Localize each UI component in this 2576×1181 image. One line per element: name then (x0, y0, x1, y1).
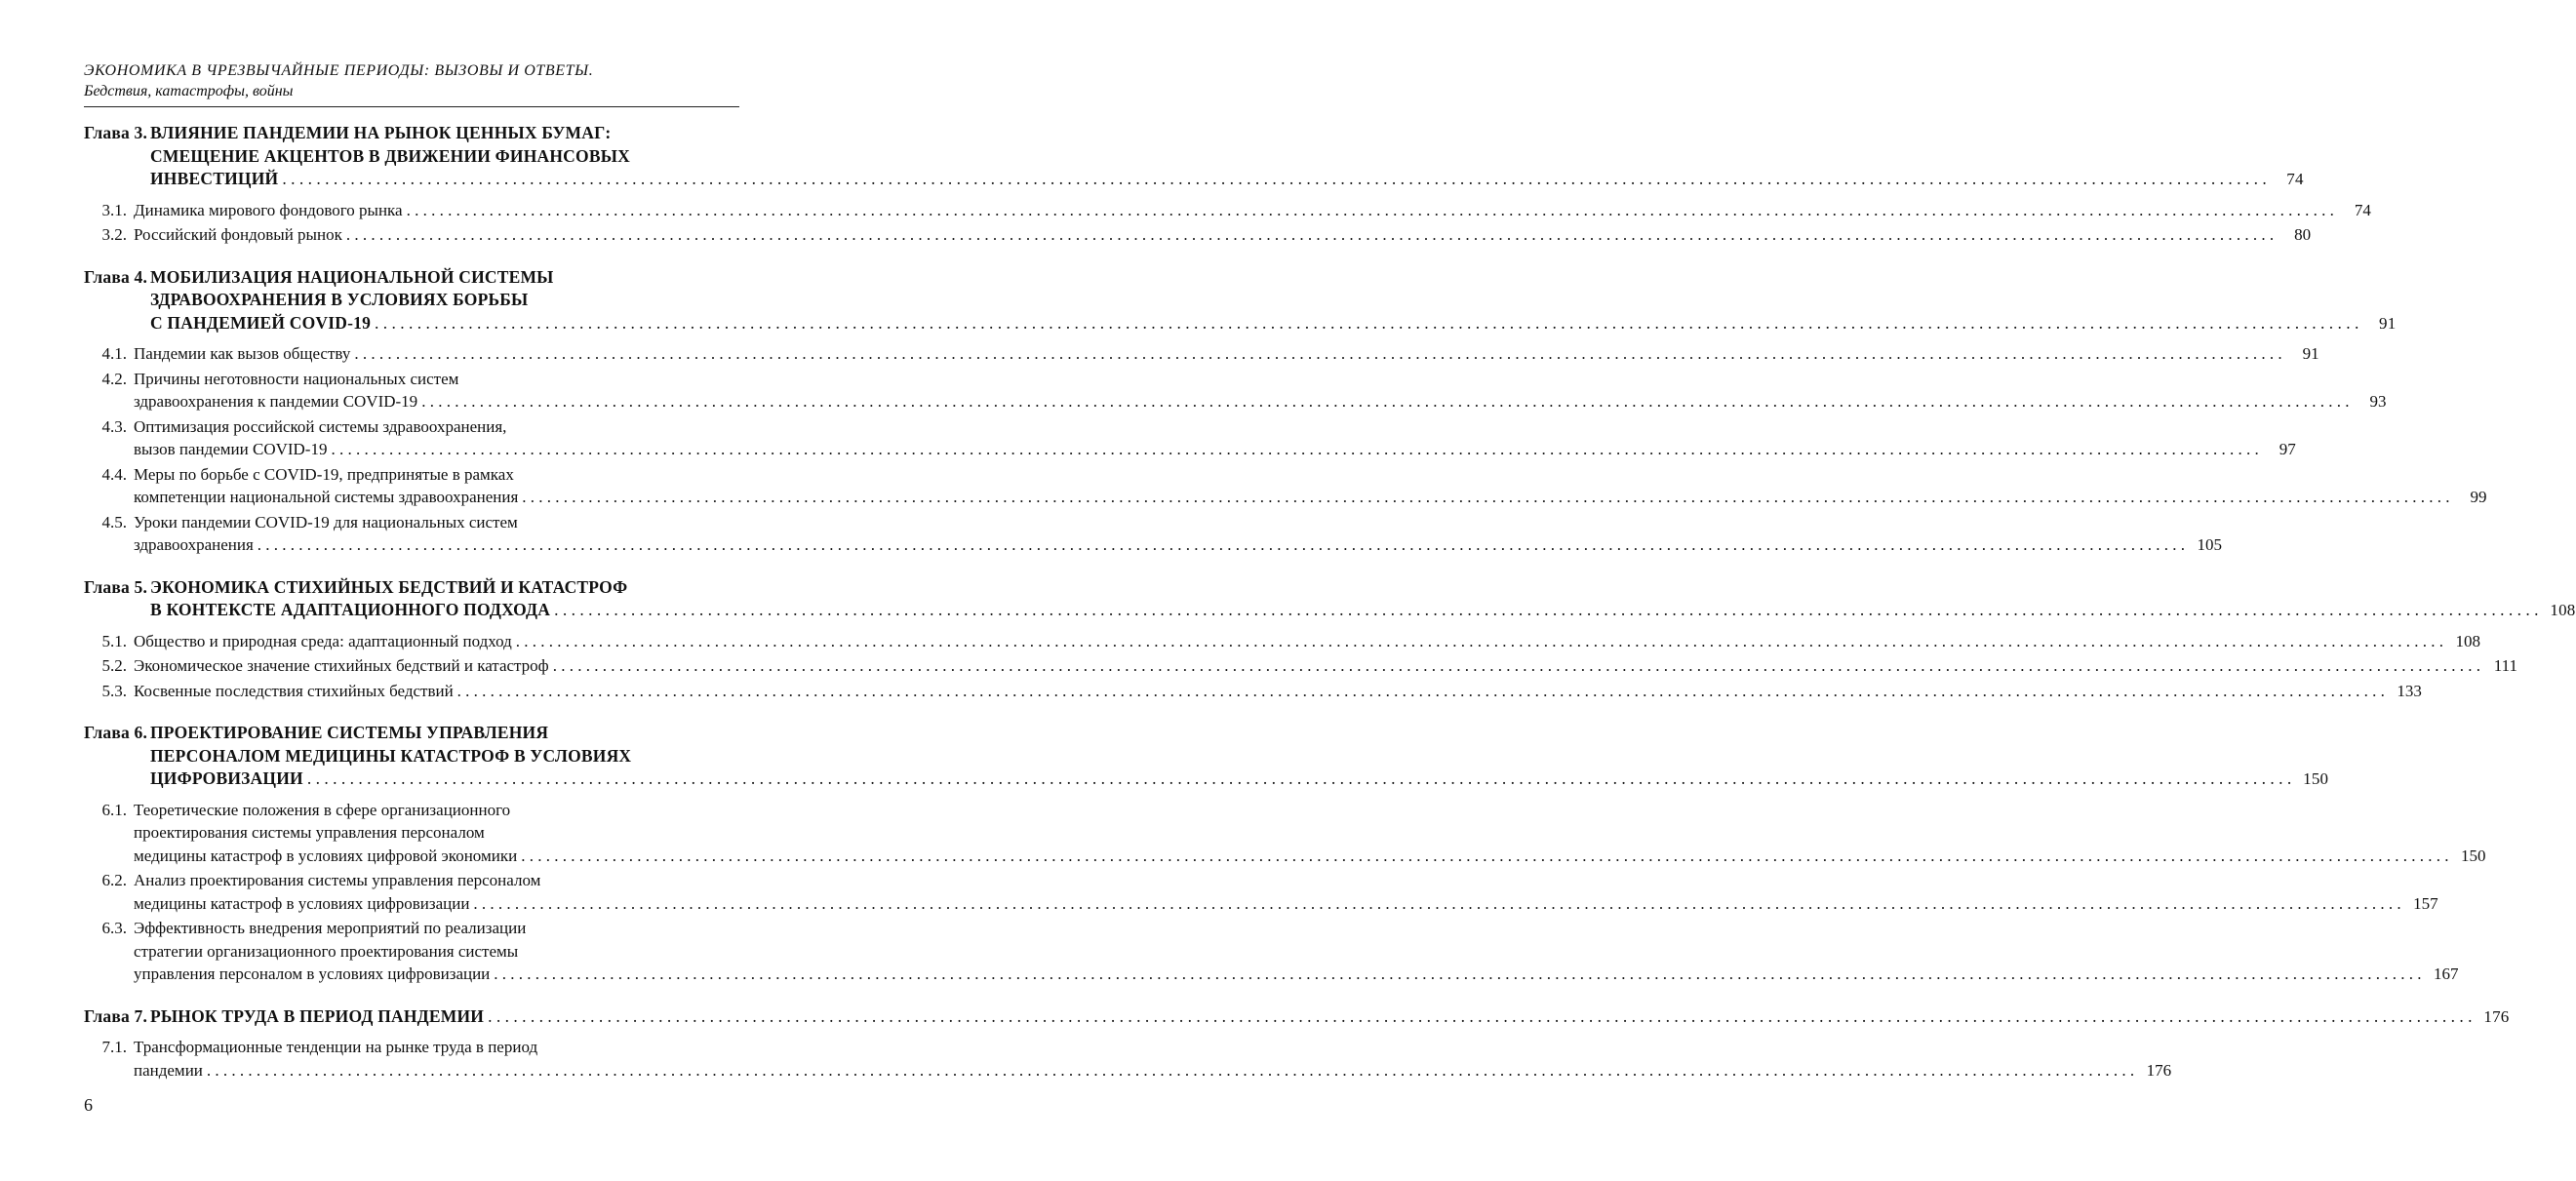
chapter-number: Глава 7. (84, 1005, 148, 1026)
section-number: 4.4. (101, 464, 127, 484)
chapter-title-line: ЦИФРОВИЗАЦИИ (150, 768, 303, 788)
chapter-title-line: ЗДРАВООХРАНЕНИЯ В УСЛОВИЯХ БОРЬБЫ (150, 290, 529, 309)
toc-chapter (84, 266, 2487, 557)
chapter-title-line: С ПАНДЕМИЕЙ COVID-19 (150, 312, 372, 333)
toc-chapter (84, 722, 2486, 986)
dot-leader (457, 680, 2385, 703)
chapter-title-line: РЫНОК ТРУДА В ПЕРИОД ПАНДЕМИИ (150, 1005, 485, 1026)
section-title-line: медицины катастроф в условиях цифровой экономики (134, 846, 518, 865)
toc-section (84, 1036, 2172, 1082)
chapter-number: Глава 3. (84, 123, 148, 142)
section-number: 6.3. (101, 919, 127, 937)
dot-leader (554, 599, 2538, 622)
section-number: 3.1. (101, 200, 127, 219)
section-title-line: управления персоналом в условиях цифровизации (134, 964, 491, 983)
toc-section (84, 630, 2481, 653)
dot-leader (516, 630, 2443, 653)
section-title-line: Экономическое значение стихийных бедствий и катастроф (134, 656, 549, 675)
dot-leader (346, 223, 2274, 247)
section-page-number: 91 (2302, 344, 2319, 363)
section-title-line: Пандемии как вызов обществу (134, 344, 351, 363)
section-page-number: 133 (2397, 681, 2422, 700)
section-number: 4.2. (101, 369, 127, 388)
section-page-number: 99 (2470, 488, 2487, 506)
chapter-heading (84, 122, 2304, 191)
section-page-number: 176 (2146, 1060, 2172, 1080)
section-title-line: проектирования системы управления персоналом (134, 823, 485, 842)
section-title-line: медицины катастроф в условиях цифровизации (134, 893, 470, 913)
chapter-page-number: 91 (2379, 313, 2397, 333)
section-number: 6.2. (101, 871, 127, 889)
section-title-line: компетенции национальной системы здравоохранения (134, 488, 519, 506)
section-page-number: 97 (2279, 440, 2296, 458)
toc-chapter (84, 576, 2576, 703)
chapter-heading (84, 722, 2329, 791)
chapter-title-line: ПЕРСОНАЛОМ МЕДИЦИНЫ КАТАСТРОФ В УСЛОВИЯХ (150, 745, 632, 766)
chapter-title-line: В КОНТЕКСТЕ АДАПТАЦИОННОГО ПОДХОДА (150, 600, 551, 619)
section-title-line: Динамика мирового фондового рынка (134, 200, 403, 219)
dot-leader (354, 342, 2281, 366)
toc-section (84, 223, 2312, 247)
header-subtitle: Бедствия, катастрофы, войны (84, 83, 294, 99)
chapter-page-number: 176 (2483, 1006, 2510, 1026)
toc-section (84, 463, 2487, 509)
toc-section (84, 680, 2422, 703)
header-rule (84, 106, 739, 107)
dot-leader (494, 963, 2421, 986)
chapter-title-line: ВЛИЯНИЕ ПАНДЕМИИ НА РЫНОК ЦЕННЫХ БУМАГ: (150, 123, 612, 142)
section-page-number: 157 (2413, 893, 2438, 913)
section-page-number: 167 (2434, 964, 2459, 983)
chapter-title-line: ИНВЕСТИЦИЙ (150, 169, 279, 188)
section-number: 6.1. (101, 800, 127, 819)
chapter-page-number: 74 (2286, 170, 2304, 188)
section-title-line: Уроки пандемии COVID-19 для национальных систем (134, 512, 518, 531)
dot-leader (282, 168, 2266, 191)
dot-leader (331, 438, 2258, 461)
dot-leader (207, 1059, 2134, 1083)
dot-leader (375, 312, 2358, 335)
section-title-line: пандемии (134, 1060, 203, 1080)
toc-section (84, 342, 2319, 366)
chapter-number: Глава 5. (84, 576, 148, 597)
section-number: 5.2. (101, 656, 127, 675)
dot-leader (521, 845, 2448, 868)
toc-section (84, 654, 2517, 678)
dot-leader (522, 486, 2449, 509)
section-title-line: Анализ проектирования системы управления персоналом (134, 871, 541, 889)
chapter-heading (84, 576, 2576, 622)
section-title-line: Эффективность внедрения мероприятий по реализации (134, 919, 527, 937)
toc-section (84, 415, 2296, 461)
section-title-line: стратегии организационного проектирования системы (134, 941, 519, 961)
section-number: 7.1. (101, 1038, 127, 1056)
toc-section (84, 368, 2387, 413)
table-of-contents (84, 122, 2576, 1101)
section-title-line: Косвенные последствия стихийных бедствий (134, 681, 454, 700)
section-number: 3.2. (101, 225, 127, 244)
dot-leader (258, 533, 2185, 557)
dot-leader (553, 654, 2480, 678)
toc-section (84, 799, 2486, 868)
page-number: 6 (84, 1095, 93, 1115)
section-number: 5.1. (101, 631, 127, 650)
chapter-title-line: МОБИЛИЗАЦИЯ НАЦИОНАЛЬНОЙ СИСТЕМЫ (150, 266, 554, 287)
section-title-line: здравоохранения к пандемии COVID-19 (134, 392, 418, 411)
dot-leader (307, 768, 2291, 791)
chapter-number: Глава 4. (84, 266, 148, 287)
section-number: 4.5. (101, 512, 127, 531)
chapter-title-line: СМЕЩЕНИЕ АКЦЕНТОВ В ДВИЖЕНИИ ФИНАНСОВЫХ (150, 145, 630, 166)
toc-section (84, 511, 2223, 557)
section-title-line: Оптимизация российской системы здравоохранения, (134, 416, 507, 436)
section-page-number: 111 (2493, 656, 2517, 675)
running-header (84, 60, 739, 101)
section-number: 4.3. (101, 416, 127, 436)
toc-section (84, 869, 2438, 915)
section-page-number: 93 (2369, 392, 2387, 411)
chapter-title-line: ЭКОНОМИКА СТИХИЙНЫХ БЕДСТВИЙ И КАТАСТРОФ (150, 576, 628, 597)
dot-leader (421, 390, 2349, 413)
chapter-heading (84, 266, 2397, 335)
section-page-number: 108 (2455, 631, 2481, 650)
section-title-line: вызов пандемии COVID-19 (134, 440, 328, 458)
section-page-number: 74 (2354, 200, 2371, 219)
section-page-number: 105 (2197, 535, 2223, 554)
chapter-title-line: ПРОЕКТИРОВАНИЕ СИСТЕМЫ УПРАВЛЕНИЯ (150, 723, 549, 742)
chapter-number: Глава 6. (84, 723, 148, 742)
dot-leader (473, 892, 2400, 916)
section-title-line: Российский фондовый рынок (134, 225, 342, 244)
toc-chapter (84, 1005, 2510, 1083)
toc-section (84, 917, 2459, 986)
section-title-line: Меры по борьбе с COVID-19, предпринятые в рамках (134, 464, 514, 484)
section-title-line: Причины неготовности национальных систем (134, 369, 459, 388)
dot-leader (488, 1005, 2472, 1029)
section-title-line: Общество и природная среда: адаптационный подход (134, 631, 512, 650)
chapter-page-number: 108 (2550, 601, 2576, 619)
section-page-number: 150 (2460, 846, 2486, 865)
section-number: 5.3. (101, 681, 127, 700)
section-page-number: 80 (2294, 225, 2312, 244)
chapter-page-number: 150 (2303, 769, 2329, 788)
toc-section (84, 199, 2371, 222)
dot-leader (407, 199, 2334, 222)
header-title: ЭКОНОМИКА В ЧРЕЗВЫЧАЙНЫЕ ПЕРИОДЫ: ВЫЗОВЫ И ОТВЕТЫ. (84, 62, 594, 79)
toc-chapter (84, 122, 2371, 247)
chapter-heading (84, 1005, 2510, 1029)
section-title-line: Теоретические положения в сфере организационного (134, 800, 511, 819)
section-number: 4.1. (101, 344, 127, 363)
section-title-line: здравоохранения (134, 535, 254, 554)
section-title-line: Трансформационные тенденции на рынке труда в период (134, 1038, 538, 1056)
